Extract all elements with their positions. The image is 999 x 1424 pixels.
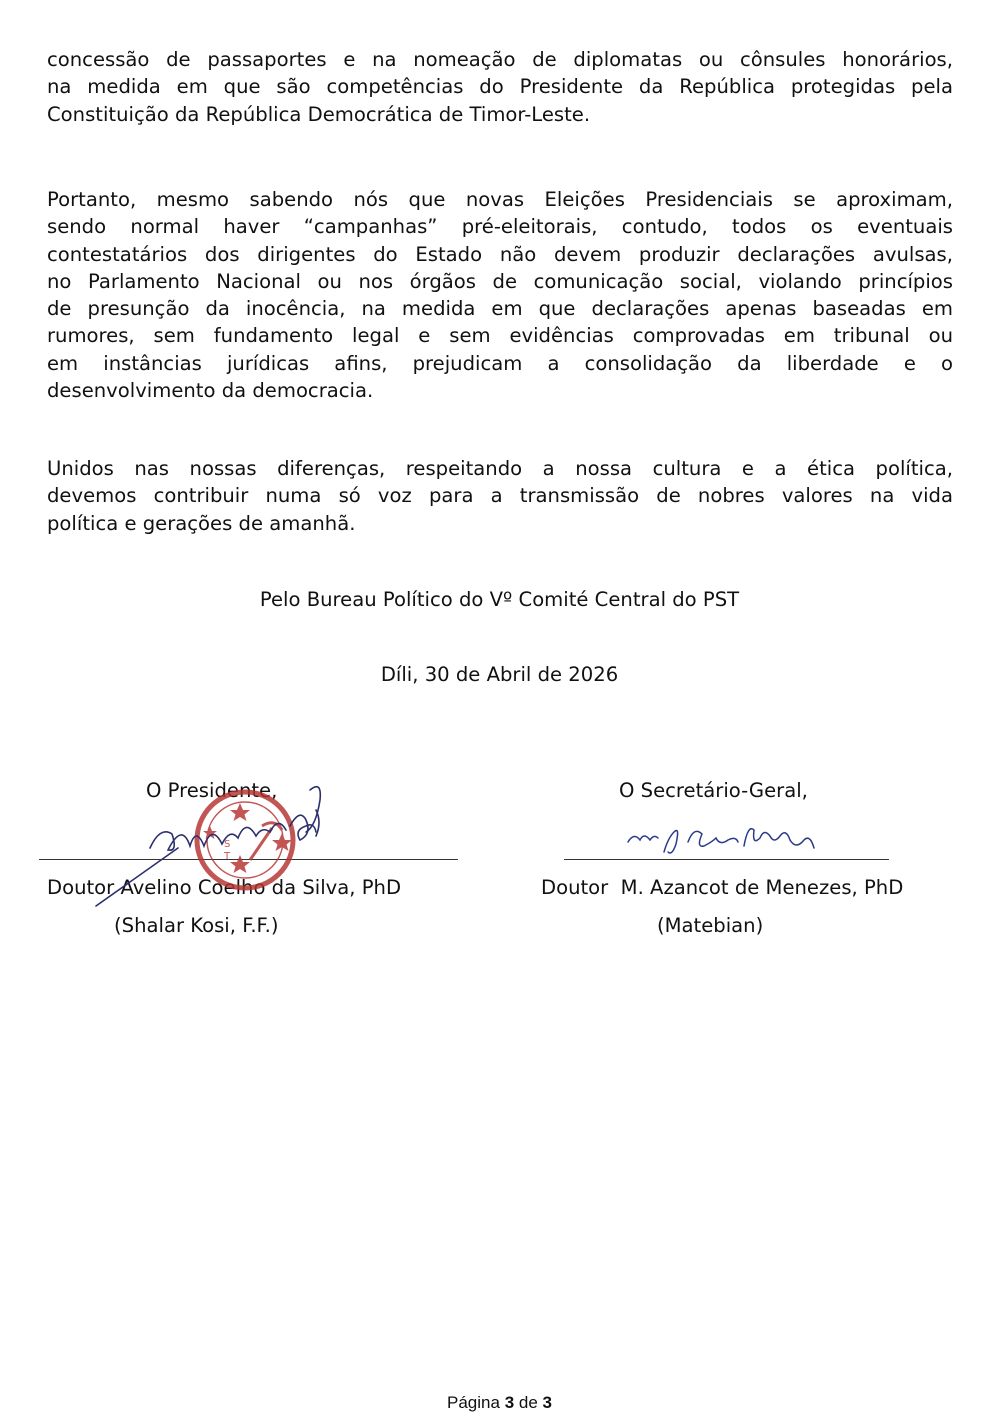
text-line: Portanto, mesmo sabendo nós que novas Eleições Presidenciais se aproximam,	[47, 188, 953, 211]
stamp-letter-s: S	[224, 839, 231, 850]
bureau-line: Pelo Bureau Político do Vº Comité Central do PST	[259, 588, 740, 611]
secretary-general-alias: (Matebian)	[657, 914, 764, 937]
secretary-general-role: O Secretário-Geral,	[619, 779, 808, 802]
text-line: contestatários dos dirigentes do Estado não devem produzir declarações avulsas,	[47, 242, 953, 266]
text-line: rumores, sem fundamento legal e sem evidências comprovadas em tribunal ou	[47, 324, 953, 348]
stamp-letter-t: T	[224, 851, 231, 862]
text-line: Unidos nas nossas diferenças, respeitando a nossa cultura e a ética política,	[47, 457, 953, 480]
text-line: em instâncias jurídicas afins, prejudicam a consolidação da liberdade e o	[47, 351, 953, 375]
place-date: Díli, 30 de Abril de 2026	[380, 663, 619, 686]
secretary-general-signature	[628, 829, 814, 853]
president-alias: (Shalar Kosi, F.F.)	[114, 914, 279, 937]
text-line: Constituição da República Democrática de Timor-Leste.	[47, 102, 591, 126]
secretary-general-signature-line	[564, 859, 889, 860]
text-line: na medida em que são competências do Presidente da República protegidas pela	[47, 75, 953, 99]
secretary-general-name: Doutor M. Azancot de Menezes, PhD	[541, 876, 904, 899]
current-page-number: 3	[504, 1393, 515, 1412]
text-line: devemos contribuir numa só voz para a transmissão de nobres valores na vida	[47, 484, 953, 508]
president-name: Doutor Avelino Coelho da Silva, PhD	[47, 876, 402, 899]
total-pages-number: 3	[542, 1393, 552, 1412]
page-label: Página	[447, 1393, 505, 1412]
page-number-footer	[0, 1392, 999, 1414]
paragraph-3	[47, 455, 953, 537]
text-line: política e gerações de amanhã.	[47, 511, 356, 535]
paragraph-1	[47, 46, 953, 128]
text-line: no Parlamento Nacional ou nos órgãos de comunicação social, violando princípios	[47, 269, 953, 293]
text-line: concessão de passaportes e na nomeação de diplomatas ou cônsules honorários,	[47, 48, 953, 71]
president-role: O Presidente,	[146, 779, 278, 802]
president-signature-line	[39, 859, 458, 860]
text-line: desenvolvimento da democracia.	[47, 379, 374, 403]
text-line: de presunção da inocência, na medida em que declarações apenas baseadas em	[47, 297, 953, 321]
page-of-label: de	[514, 1393, 543, 1412]
text-line: sendo normal haver “campanhas” pré-eleitorais, contudo, todos os eventuais	[47, 215, 953, 239]
paragraph-2	[47, 186, 953, 404]
